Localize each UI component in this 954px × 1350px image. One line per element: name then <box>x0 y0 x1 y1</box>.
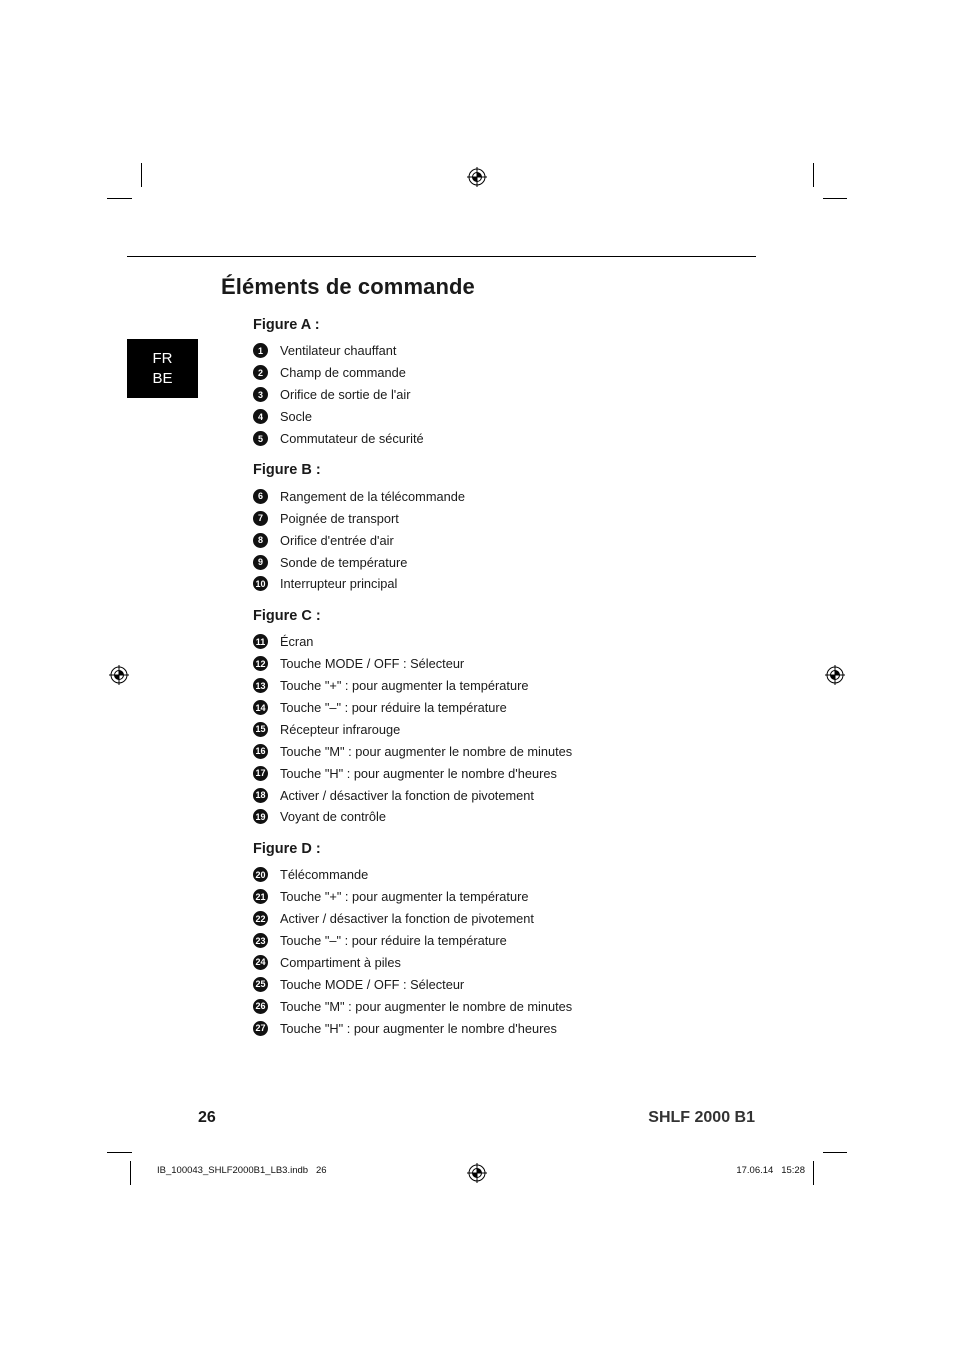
list-item <box>253 740 753 762</box>
figure-heading: Figure B : <box>253 462 321 479</box>
item-label: Ventilateur chauffant <box>280 343 397 359</box>
list-item <box>253 864 753 886</box>
item-number-badge: 14 <box>253 700 268 715</box>
list-item <box>253 406 753 428</box>
item-label: Voyant de contrôle <box>280 809 387 825</box>
item-number-badge: 6 <box>253 489 268 504</box>
list-item <box>253 784 753 806</box>
item-label: Télécommande <box>280 867 369 883</box>
header-rule <box>127 256 756 257</box>
item-label: Rangement de la télécommande <box>280 488 465 504</box>
figure-group <box>253 605 753 828</box>
item-number-badge: 23 <box>253 933 268 948</box>
figure-heading: Figure A : <box>253 317 320 333</box>
list-item <box>253 995 753 1017</box>
figure-group <box>253 314 753 449</box>
item-label: Orifice de sortie de l'air <box>280 387 411 403</box>
list-item <box>253 908 753 930</box>
item-number-badge: 10 <box>253 576 268 591</box>
crop-mark <box>141 163 142 187</box>
page-number: 26 <box>198 1109 216 1126</box>
registration-mark-icon <box>467 1163 487 1183</box>
crop-mark <box>813 163 814 187</box>
item-label: Activer / désactiver la fonction de pivotement <box>280 787 534 803</box>
registration-mark-icon <box>825 665 845 685</box>
list-item <box>253 930 753 952</box>
item-number-badge: 19 <box>253 809 268 824</box>
list-item <box>253 485 753 507</box>
list-item <box>253 384 753 406</box>
crop-mark <box>813 1161 814 1185</box>
item-number-badge: 11 <box>253 634 268 649</box>
list-item <box>253 886 753 908</box>
list-item <box>253 806 753 828</box>
item-number-badge: 22 <box>253 911 268 926</box>
language-code: FR <box>152 350 173 367</box>
figure-heading: Figure D : <box>253 840 321 857</box>
item-label: Touche "–" : pour réduire la température <box>280 933 507 949</box>
item-label: Touche "+" : pour augmenter la température <box>280 678 529 694</box>
item-label: Touche "M" : pour augmenter le nombre de minutes <box>280 998 573 1014</box>
item-number-badge: 27 <box>253 1021 268 1036</box>
list-item <box>253 973 753 995</box>
registration-mark-icon <box>109 665 129 685</box>
language-code: BE <box>152 370 173 387</box>
model-name: SHLF 2000 B1 <box>648 1109 755 1126</box>
crop-mark <box>107 198 132 199</box>
figure-group <box>253 459 753 594</box>
item-number-badge: 8 <box>253 533 268 548</box>
figure-list <box>253 314 753 1049</box>
list-item <box>253 718 753 740</box>
item-label: Touche "+" : pour augmenter la température <box>280 889 529 905</box>
item-label: Activer / désactiver la fonction de pivotement <box>280 911 534 927</box>
item-label: Orifice d'entrée d'air <box>280 532 394 548</box>
page-title: Éléments de commande <box>221 274 475 299</box>
item-number-badge: 24 <box>253 955 268 970</box>
item-number-badge: 17 <box>253 766 268 781</box>
item-number-badge: 3 <box>253 387 268 402</box>
item-number-badge: 20 <box>253 867 268 882</box>
item-label: Touche MODE / OFF : Sélecteur <box>280 656 465 672</box>
crop-mark <box>823 198 847 199</box>
crop-mark <box>107 1152 132 1153</box>
language-tab <box>127 339 198 398</box>
item-label: Récepteur infrarouge <box>280 721 401 737</box>
item-label: Champ de commande <box>280 365 406 381</box>
item-label: Compartiment à piles <box>280 954 401 970</box>
slug-date: 17.06.14 15:28 <box>736 1165 805 1176</box>
list-item <box>253 675 753 697</box>
item-label: Sonde de température <box>280 554 408 570</box>
item-label: Touche "–" : pour réduire la température <box>280 700 507 716</box>
item-number-badge: 1 <box>253 343 268 358</box>
figure-heading: Figure C : <box>253 607 321 624</box>
item-label: Écran <box>280 634 314 650</box>
item-number-badge: 2 <box>253 365 268 380</box>
item-label: Touche "M" : pour augmenter le nombre de minutes <box>280 743 573 759</box>
list-item <box>253 631 753 653</box>
item-number-badge: 18 <box>253 788 268 803</box>
crop-mark <box>130 1161 131 1185</box>
slug-file: IB_100043_SHLF2000B1_LB3.indb 26 <box>157 1165 327 1176</box>
item-number-badge: 16 <box>253 744 268 759</box>
registration-mark-icon <box>467 167 487 187</box>
list-item <box>253 507 753 529</box>
item-label: Socle <box>280 409 313 425</box>
list-item <box>253 529 753 551</box>
item-label: Touche MODE / OFF : Sélecteur <box>280 976 465 992</box>
item-label: Touche "H" : pour augmenter le nombre d'heures <box>280 1020 557 1036</box>
list-item <box>253 951 753 973</box>
list-item <box>253 340 753 362</box>
figure-group <box>253 838 753 1039</box>
item-number-badge: 25 <box>253 977 268 992</box>
item-number-badge: 21 <box>253 889 268 904</box>
list-item <box>253 362 753 384</box>
item-number-badge: 9 <box>253 555 268 570</box>
list-item <box>253 573 753 595</box>
item-label: Touche "H" : pour augmenter le nombre d'heures <box>280 765 557 781</box>
item-number-badge: 7 <box>253 511 268 526</box>
item-label: Interrupteur principal <box>280 576 398 592</box>
item-number-badge: 5 <box>253 431 268 446</box>
list-item <box>253 551 753 573</box>
item-number-badge: 12 <box>253 656 268 671</box>
crop-mark <box>823 1152 847 1153</box>
list-item <box>253 1017 753 1039</box>
item-number-badge: 26 <box>253 999 268 1014</box>
item-number-badge: 13 <box>253 678 268 693</box>
item-number-badge: 4 <box>253 409 268 424</box>
list-item <box>253 762 753 784</box>
item-number-badge: 15 <box>253 722 268 737</box>
item-label: Commutateur de sécurité <box>280 431 424 446</box>
list-item <box>253 653 753 675</box>
list-item <box>253 697 753 719</box>
item-label: Poignée de transport <box>280 510 399 526</box>
list-item <box>253 428 753 450</box>
